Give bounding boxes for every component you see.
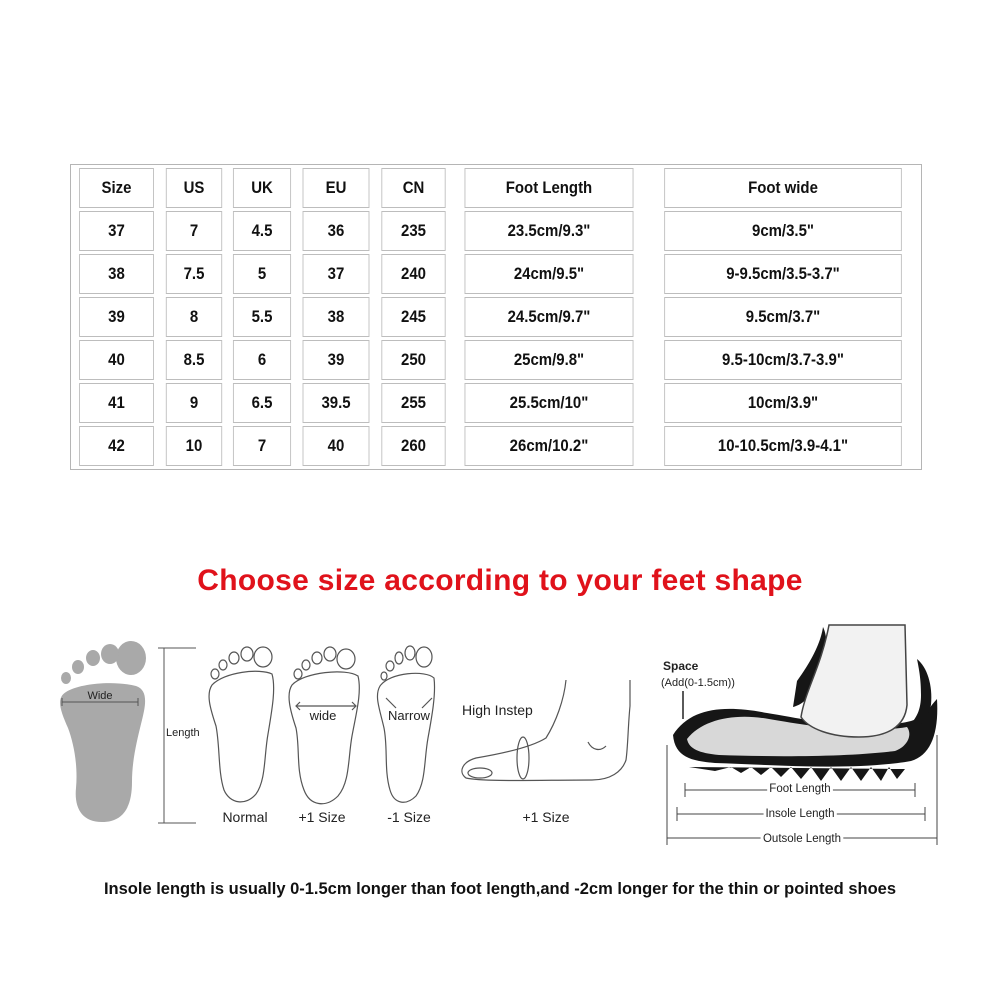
table-header-cell: UK	[233, 168, 291, 208]
table-row	[74, 297, 918, 337]
table-cell: 41	[79, 383, 154, 423]
table-cell: 39	[79, 297, 154, 337]
high-instep-foot-icon	[462, 680, 630, 781]
table-row	[74, 211, 918, 251]
table-cell: 39	[303, 340, 370, 380]
table-cell: 40	[303, 426, 370, 466]
table-cell: 8	[166, 297, 222, 337]
space-note: (Add(0-1.5cm))	[661, 677, 735, 689]
size-table	[70, 164, 922, 470]
shoe-cross-section-icon	[673, 625, 937, 781]
wide-foot-label: wide	[309, 708, 337, 723]
table-cell: 37	[303, 254, 370, 294]
wide-label: Wide	[87, 690, 113, 702]
table-cell: 10	[166, 426, 222, 466]
table-cell: 39.5	[303, 383, 370, 423]
outsole-length-label: Outsole Length	[762, 833, 842, 845]
table-header-cell: Foot Length	[465, 168, 634, 208]
narrow-foot-icon	[377, 646, 434, 802]
footer-note: Insole length is usually 0-1.5cm longer than foot length,and -2cm longer for the thin or pointed shoes	[103, 880, 897, 898]
table-cell: 24cm/9.5"	[465, 254, 634, 294]
table-cell: 240	[381, 254, 445, 294]
normal-caption: Normal	[222, 809, 268, 825]
measure-diagram	[50, 640, 215, 830]
length-label: Length	[166, 727, 200, 739]
table-cell: 38	[79, 254, 154, 294]
table-cell: 10-10.5cm/3.9-4.1"	[664, 426, 902, 466]
wide-foot-caption: +1 Size	[298, 809, 346, 825]
wide-foot-icon	[289, 647, 359, 804]
high-instep-title: High Instep	[462, 702, 533, 718]
table-header-cell: US	[166, 168, 222, 208]
table-cell: 235	[381, 211, 445, 251]
table-header-cell: Size	[79, 168, 154, 208]
table-cell: 38	[303, 297, 370, 337]
table-cell: 7	[166, 211, 222, 251]
table-header-row	[74, 168, 918, 208]
table-cell: 37	[79, 211, 154, 251]
table-cell: 250	[381, 340, 445, 380]
table-cell: 4.5	[233, 211, 291, 251]
table-cell: 9cm/3.5"	[664, 211, 902, 251]
table-cell: 8.5	[166, 340, 222, 380]
foot-length-label: Foot Length	[769, 783, 831, 795]
high-instep-caption: +1 Size	[522, 809, 570, 825]
normal-foot-icon	[209, 647, 274, 802]
table-cell: 245	[381, 297, 445, 337]
table-cell: 40	[79, 340, 154, 380]
table-cell: 7.5	[166, 254, 222, 294]
table-cell: 23.5cm/9.3"	[465, 211, 634, 251]
headline: Choose size according to your feet shape	[197, 564, 803, 597]
table-cell: 6.5	[233, 383, 291, 423]
table-cell: 42	[79, 426, 154, 466]
table-cell: 24.5cm/9.7"	[465, 297, 634, 337]
table-cell: 10cm/3.9"	[664, 383, 902, 423]
table-cell: 9.5cm/3.7"	[664, 297, 902, 337]
table-cell: 9	[166, 383, 222, 423]
table-row	[74, 340, 918, 380]
narrow-foot-caption: -1 Size	[387, 809, 431, 825]
table-row	[74, 426, 918, 466]
table-cell: 5.5	[233, 297, 291, 337]
table-cell: 5	[233, 254, 291, 294]
table-cell: 25cm/9.8"	[465, 340, 634, 380]
insole-length-label: Insole Length	[765, 808, 835, 820]
space-label: Space	[663, 659, 699, 673]
shoe-diagram	[655, 615, 945, 850]
table-cell: 9-9.5cm/3.5-3.7"	[664, 254, 902, 294]
table-cell: 26cm/10.2"	[465, 426, 634, 466]
table-cell: 6	[233, 340, 291, 380]
table-header-cell: EU	[303, 168, 370, 208]
table-cell: 7	[233, 426, 291, 466]
footprint-icon	[60, 641, 146, 822]
foot-types-diagram	[200, 630, 640, 835]
table-cell: 25.5cm/10"	[465, 383, 634, 423]
table-cell: 9.5-10cm/3.7-3.9"	[664, 340, 902, 380]
table-row	[74, 383, 918, 423]
table-cell: 260	[381, 426, 445, 466]
table-cell: 36	[303, 211, 370, 251]
narrow-foot-label: Narrow	[388, 708, 430, 723]
table-row	[74, 254, 918, 294]
table-cell: 255	[381, 383, 445, 423]
table-header-cell: CN	[381, 168, 445, 208]
table-header-cell: Foot wide	[664, 168, 902, 208]
